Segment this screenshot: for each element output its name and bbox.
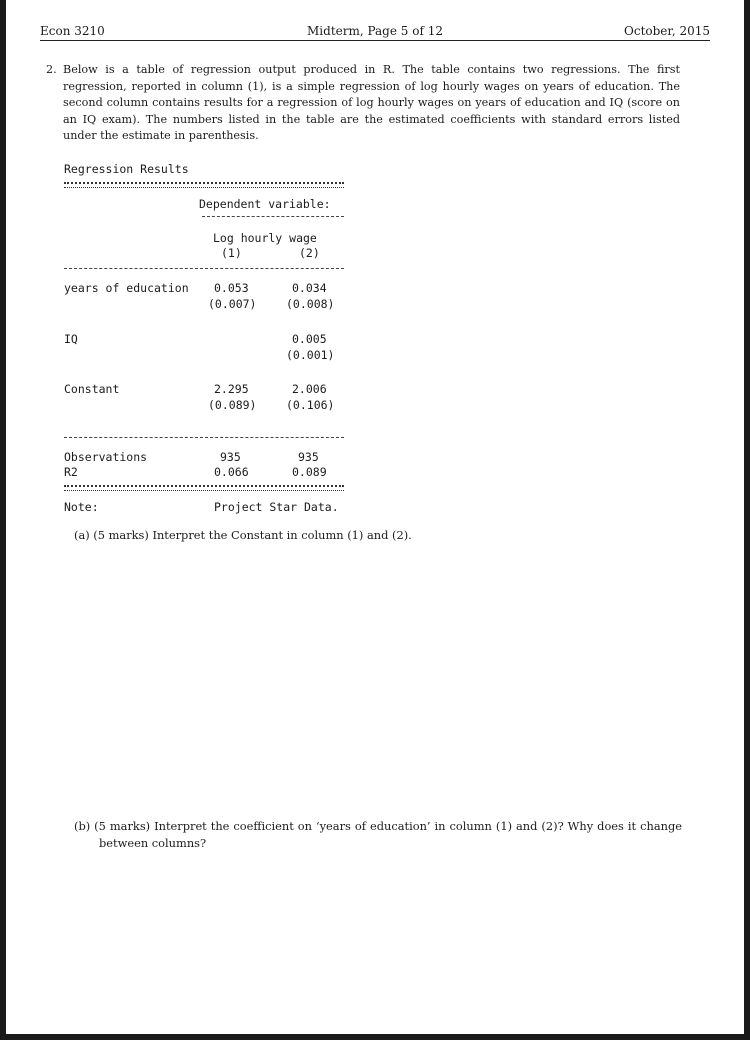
header-rule <box>40 40 710 41</box>
part-b-text: (b) (5 marks) Interpret the coefficient on ‘years of education’ in column (1) and (2)? Why does it change between columns? <box>74 819 682 850</box>
observations-1: 935 <box>220 450 241 464</box>
coef-education-2: 0.034 <box>292 281 327 295</box>
coef-education-1: 0.053 <box>214 281 249 295</box>
coef-constant-1: 2.295 <box>214 382 249 396</box>
part-b <box>74 818 682 851</box>
table-title: Regression Results <box>64 162 189 176</box>
coef-constant-2: 2.006 <box>292 382 327 396</box>
dependent-variable-rule <box>202 216 344 217</box>
page-header <box>40 22 710 40</box>
row-label-iq: IQ <box>64 332 78 346</box>
note-label: Note: <box>64 500 99 514</box>
r2-1: 0.066 <box>214 465 249 479</box>
observations-2: 935 <box>298 450 319 464</box>
observations-label: Observations <box>64 450 148 464</box>
se-education-2: (0.008) <box>286 297 335 311</box>
column-header-1: (1) <box>221 246 242 260</box>
course-name: Econ 3210 <box>40 24 105 38</box>
header-bottom-rule <box>64 268 344 269</box>
question-text: Below is a table of regression output produced in R. The table contains two regressions. The first regression, reported in column (1), is a simple regression of log hourly wages on years of education. The second column contains results for a regression of log hourly wages on years of education and IQ (score on an IQ exam). The numbers listed in the table are the estimated coefficients with standard errors listed under the estimate in parenthesis. <box>63 63 680 143</box>
dependent-variable-name: Log hourly wage <box>213 231 317 245</box>
note-text: Project Star Data. <box>214 500 339 514</box>
row-label-education: years of education <box>64 281 189 295</box>
se-education-1: (0.007) <box>208 297 257 311</box>
table-top-rule <box>64 182 344 188</box>
se-constant-1: (0.089) <box>208 398 257 412</box>
column-header-2: (2) <box>299 246 320 260</box>
page-info: Midterm, Page 5 of 12 <box>307 24 443 38</box>
question-2 <box>46 62 680 145</box>
table-bottom-rule <box>64 485 344 491</box>
exam-date: October, 2015 <box>624 24 710 38</box>
row-label-constant: Constant <box>64 382 120 396</box>
se-constant-2: (0.106) <box>286 398 335 412</box>
coef-iq-2: 0.005 <box>292 332 327 346</box>
r2-label: R2 <box>64 465 78 479</box>
se-iq-2: (0.001) <box>286 348 335 362</box>
part-a: (a) (5 marks) Interpret the Constant in column (1) and (2). <box>74 528 412 542</box>
exam-page <box>6 0 744 1034</box>
stats-top-rule <box>64 437 344 438</box>
dependent-variable-label: Dependent variable: <box>199 197 331 211</box>
question-number: 2. <box>46 63 57 76</box>
r2-2: 0.089 <box>292 465 327 479</box>
